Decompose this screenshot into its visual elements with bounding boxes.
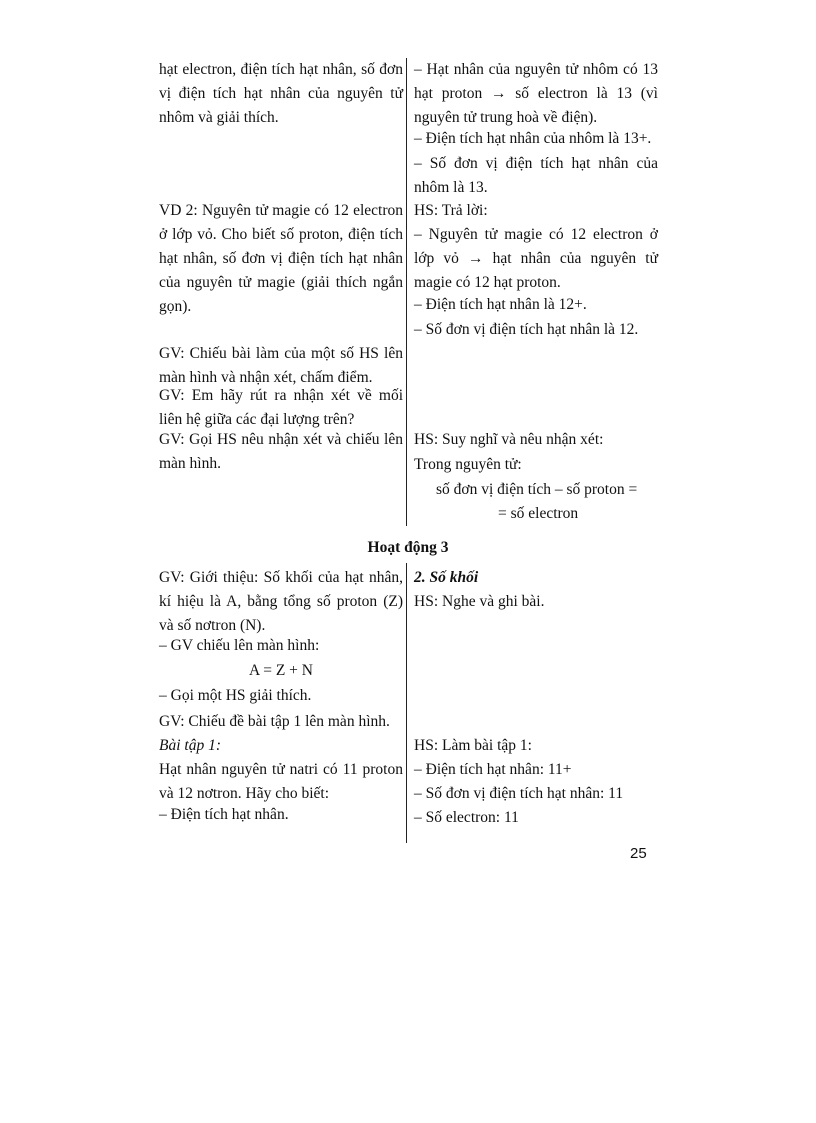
text-block: Trong nguyên tử: [414, 456, 522, 473]
text-block: GV: Gọi HS nêu nhận xét và chiếu lên màn hình. [159, 431, 403, 472]
column-divider-top [406, 58, 407, 526]
text-block: GV: Em hãy rút ra nhận xét về mối liên hệ giữa các đại lượng trên? [159, 387, 403, 428]
text-block: GV: Chiếu đề bài tập 1 lên màn hình. [159, 713, 390, 730]
text-block: – GV chiếu lên màn hình: [159, 637, 320, 654]
text-block: hạt electron, điện tích hạt nhân, số đơn vị điện tích hạt nhân của nguyên tử nhôm và giải thích. [159, 61, 403, 126]
text-block: HS: Làm bài tập 1: [414, 737, 532, 754]
text-block: HS: Suy nghĩ và nêu nhận xét: [414, 431, 604, 448]
text-block: – Số đơn vị điện tích hạt nhân là 12. [414, 321, 639, 338]
text-block: – Nguyên tử magie có 12 electron ở lớp vỏ → hạt nhân của nguyên tử magie có 12 hạt proton. [414, 226, 658, 291]
text-block: VD 2: Nguyên tử magie có 12 electron ở lớp vỏ. Cho biết số proton, điện tích hạt nhân, số đơn vị điện tích hạt nhân của nguyên tử magie (giải thích ngắn gọn). [159, 202, 403, 315]
text-block: = số electron [498, 505, 579, 522]
text-block: HS: Trả lời: [414, 202, 488, 219]
text-block: – Số đơn vị điện tích hạt nhân: 11 [414, 785, 624, 802]
text-block: – Điện tích hạt nhân của nhôm là 13+. [414, 130, 652, 147]
text-block: HS: Nghe và ghi bài. [414, 593, 545, 610]
text-block: – Gọi một HS giải thích. [159, 687, 312, 704]
page-number: 25 [630, 845, 647, 862]
text-block: GV: Chiếu bài làm của một số HS lên màn hình và nhận xét, chấm điểm. [159, 345, 403, 386]
text-block: GV: Giới thiệu: Số khối của hạt nhân, kí hiệu là A, bằng tổng số proton (Z) và số nơtron (N). [159, 569, 403, 634]
text-block: – Số đơn vị điện tích hạt nhân của nhôm là 13. [414, 155, 658, 196]
column-divider-bottom [406, 563, 407, 843]
section-title: 2. Số khối [414, 569, 479, 586]
text-block: số đơn vị điện tích – số proton = [436, 481, 638, 498]
text-block: – Số electron: 11 [414, 809, 519, 826]
activity-heading: Hoạt động 3 [367, 539, 449, 556]
text-block: – Điện tích hạt nhân là 12+. [414, 296, 587, 313]
text-block: – Hạt nhân của nguyên tử nhôm có 13 hạt proton → số electron là 13 (vì nguyên tử trung hoà về điện). [414, 61, 658, 126]
text-block: – Điện tích hạt nhân: 11+ [414, 761, 572, 778]
formula: A = Z + N [249, 662, 313, 679]
exercise-label: Bài tập 1: [159, 737, 221, 754]
text-block: Hạt nhân nguyên tử natri có 11 proton và 12 nơtron. Hãy cho biết: [159, 761, 403, 802]
text-block: – Điện tích hạt nhân. [159, 806, 289, 823]
